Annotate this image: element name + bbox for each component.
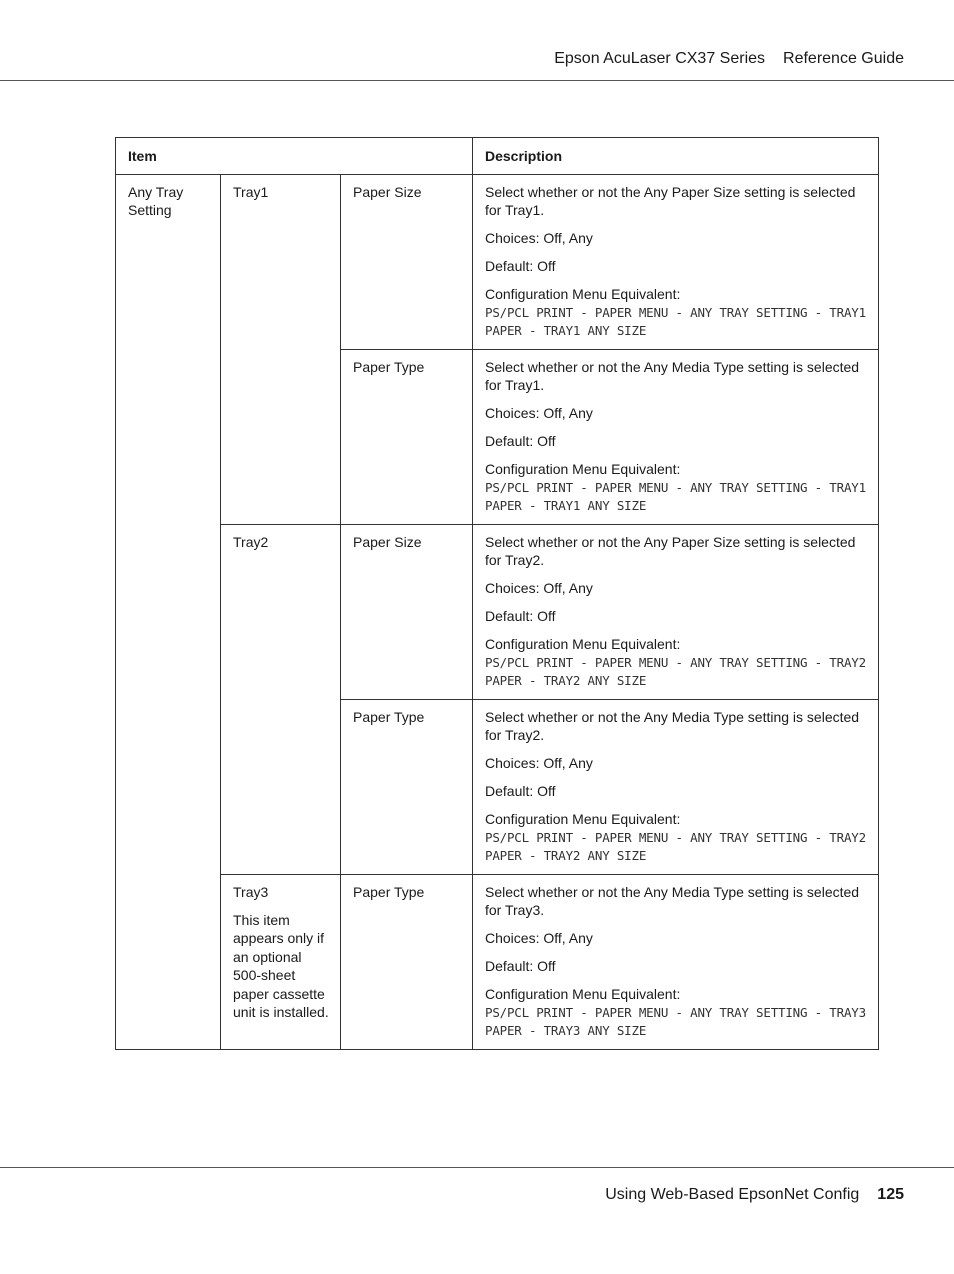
- header-rule: [0, 80, 954, 81]
- config-path: PS/PCL PRINT - PAPER MENU - ANY TRAY SETTING - TRAY2 PAPER - TRAY2 ANY SIZE: [485, 654, 866, 688]
- page-footer: [605, 1186, 904, 1204]
- choices-text: Choices: Off, Any: [485, 230, 593, 246]
- default-text: Default: Off: [485, 783, 556, 799]
- setting-cell: Paper Type: [341, 874, 473, 1049]
- setting-cell: Paper Type: [341, 349, 473, 524]
- config-block: [485, 635, 868, 691]
- description-text: Select whether or not the Any Media Type setting is selected for Tray1.: [485, 358, 860, 393]
- config-label: Configuration Menu Equivalent:: [485, 811, 681, 827]
- table-row: [116, 174, 879, 349]
- tray-label: Tray3: [233, 883, 269, 900]
- tray-cell: [221, 874, 341, 1049]
- settings-table: [115, 137, 879, 1050]
- setting-cell: Paper Size: [341, 524, 473, 699]
- description-text: Select whether or not the Any Paper Size setting is selected for Tray2.: [485, 533, 856, 568]
- default-text: Default: Off: [485, 958, 556, 974]
- config-label: Configuration Menu Equivalent:: [485, 986, 681, 1002]
- col-description-header: Description: [473, 138, 879, 175]
- config-path: PS/PCL PRINT - PAPER MENU - ANY TRAY SETTING - TRAY1 PAPER - TRAY1 ANY SIZE: [485, 304, 866, 338]
- tray-cell: Tray2: [221, 524, 341, 874]
- default-text: Default: Off: [485, 608, 556, 624]
- config-path: PS/PCL PRINT - PAPER MENU - ANY TRAY SETTING - TRAY2 PAPER - TRAY2 ANY SIZE: [485, 829, 866, 863]
- description-cell: [473, 349, 879, 524]
- config-label: Configuration Menu Equivalent:: [485, 461, 681, 477]
- default-text: Default: Off: [485, 258, 556, 274]
- description-text: Select whether or not the Any Media Type setting is selected for Tray2.: [485, 708, 860, 743]
- setting-cell: Paper Type: [341, 699, 473, 874]
- table-row: [116, 874, 879, 1049]
- table-row: [116, 524, 879, 699]
- config-path: PS/PCL PRINT - PAPER MENU - ANY TRAY SETTING - TRAY1 PAPER - TRAY1 ANY SIZE: [485, 479, 866, 513]
- choices-text: Choices: Off, Any: [485, 580, 593, 596]
- description-text: Select whether or not the Any Paper Size setting is selected for Tray1.: [485, 183, 856, 218]
- choices-text: Choices: Off, Any: [485, 755, 593, 771]
- default-text: Default: Off: [485, 433, 556, 449]
- header-product: Epson AcuLaser CX37 Series: [554, 50, 766, 67]
- page-number: 125: [877, 1186, 904, 1203]
- page-header: [554, 50, 904, 68]
- choices-text: Choices: Off, Any: [485, 405, 593, 421]
- tray-note: This item appears only if an optional 500-sheet paper cassette unit is installed.: [233, 911, 329, 1020]
- choices-text: Choices: Off, Any: [485, 930, 593, 946]
- tray-cell: Tray1: [221, 174, 341, 524]
- description-cell: [473, 524, 879, 699]
- description-text: Select whether or not the Any Media Type setting is selected for Tray3.: [485, 883, 860, 918]
- config-block: [485, 810, 868, 866]
- description-cell: [473, 874, 879, 1049]
- config-block: [485, 285, 868, 341]
- setting-cell: Paper Size: [341, 174, 473, 349]
- config-path: PS/PCL PRINT - PAPER MENU - ANY TRAY SETTING - TRAY3 PAPER - TRAY3 ANY SIZE: [485, 1004, 866, 1038]
- config-label: Configuration Menu Equivalent:: [485, 636, 681, 652]
- config-label: Configuration Menu Equivalent:: [485, 286, 681, 302]
- config-block: [485, 985, 868, 1041]
- description-cell: [473, 699, 879, 874]
- group-cell: Any Tray Setting: [116, 174, 221, 1049]
- footer-section: Using Web-Based EpsonNet Config: [605, 1186, 860, 1203]
- col-item-header: Item: [116, 138, 473, 175]
- footer-rule: [0, 1167, 954, 1168]
- header-guide: Reference Guide: [783, 50, 904, 67]
- description-cell: [473, 174, 879, 349]
- config-block: [485, 460, 868, 516]
- table-header-row: [116, 138, 879, 175]
